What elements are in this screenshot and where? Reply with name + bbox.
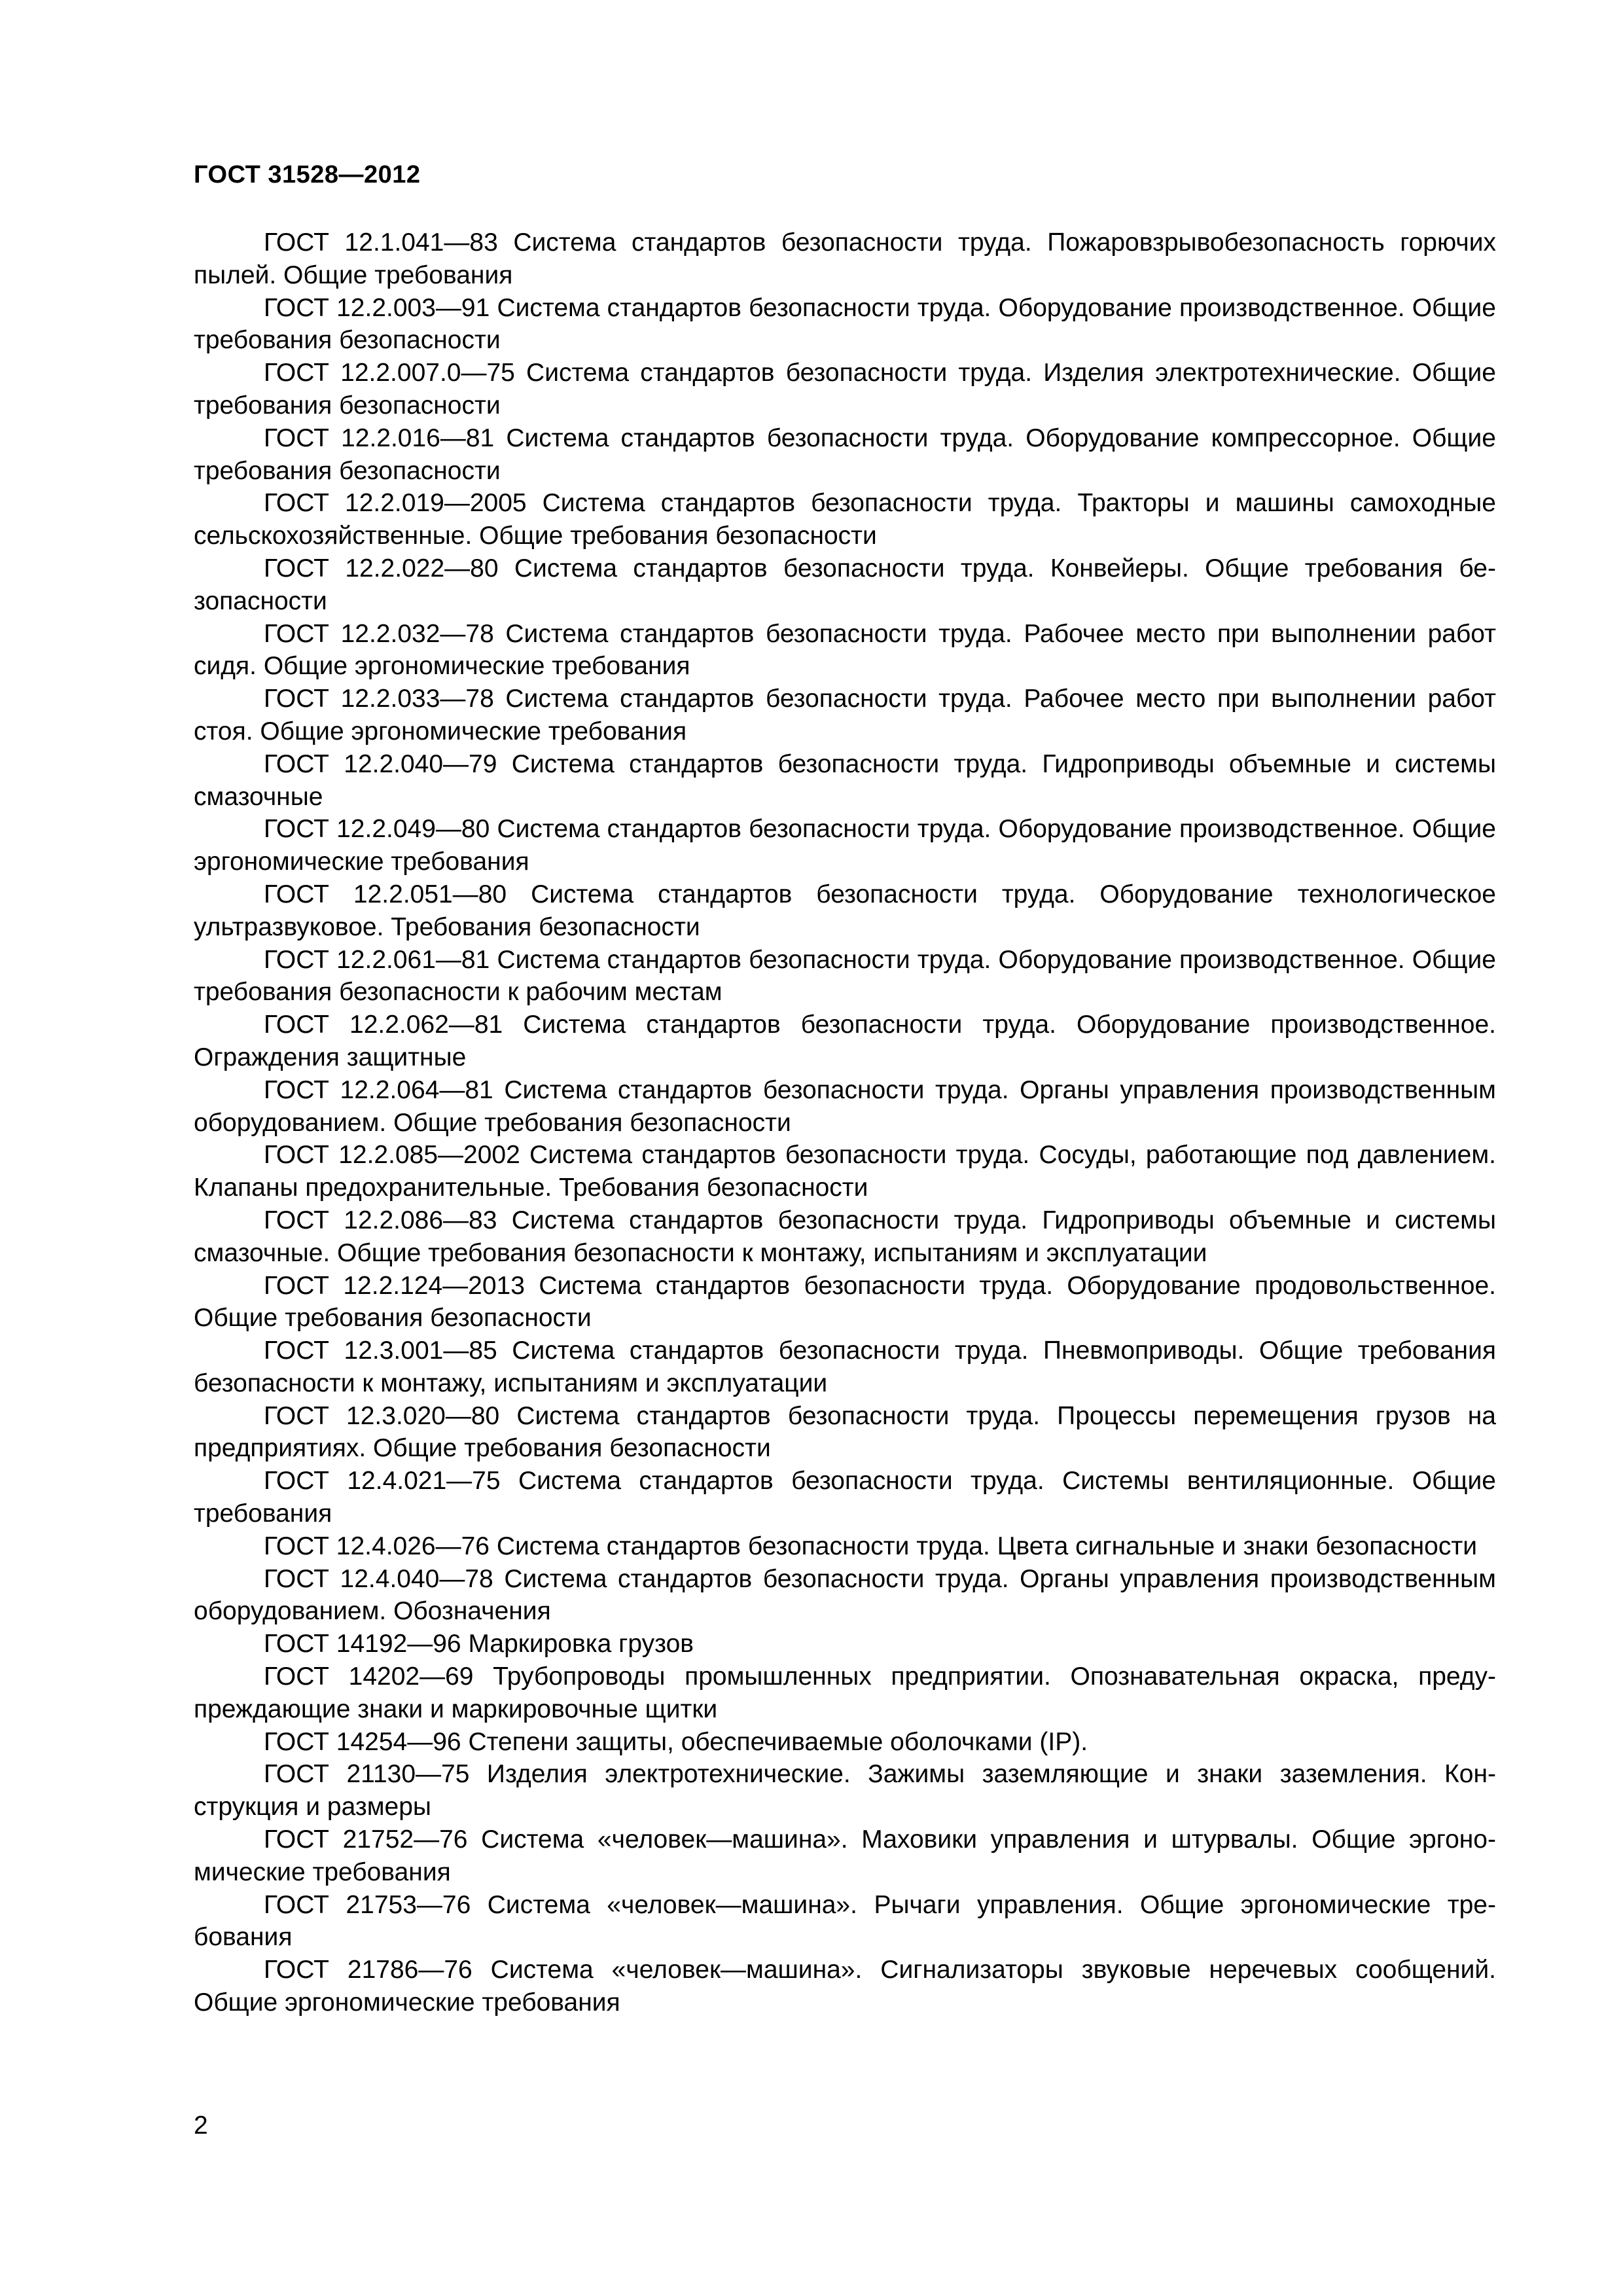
reference-item: ГОСТ 14192—96 Маркировка грузов: [264, 1630, 694, 1659]
reference-item: ГОСТ 12.4.026—76 Система стандартов безопасности труда. Цвета сигнальные и знаки безопасности: [264, 1532, 1477, 1560]
reference-item: ГОСТ 12.2.040—79 Система стандартов безопасности труда. Гидроприводы объемные и системы смазочные: [194, 749, 1496, 811]
reference-item: ГОСТ 12.2.061—81 Система стандартов безопасности труда. Оборудование производственное. Общие требования безопасности к рабочим местам: [194, 945, 1496, 1007]
page-number: 2: [194, 2111, 208, 2140]
reference-item: ГОСТ 12.2.033—78 Система стандартов безопасности труда. Рабочее место при выполнении работ стоя. Общие эргономические требования: [194, 685, 1496, 745]
reference-item: ГОСТ 12.2.064—81 Система стандартов безопасности труда. Органы управления производственным оборудованием. Общие требования безопасности: [194, 1075, 1496, 1137]
reference-item: ГОСТ 21753—76 Система «человек—машина». Рычаги управления. Общие эргономические требования: [194, 1890, 1496, 1952]
reference-item: ГОСТ 12.4.021—75 Система стандартов безопасности труда. Системы вентиляционные. Общие требования: [194, 1467, 1496, 1528]
reference-item: ГОСТ 12.2.051—80 Система стандартов безопасности труда. Оборудование технологическое ультразвуковое. Требования безопасности: [194, 880, 1496, 941]
reference-item: ГОСТ 12.2.019—2005 Система стандартов безопасности труда. Тракторы и машины самоходные сельскохозяйственные. Общие требования безопасности: [194, 489, 1496, 550]
reference-item: ГОСТ 12.2.086—83 Система стандартов безопасности труда. Гидроприводы объемные и системы смазочные. Общие требования безопасности к монтажу, испытаниям и эксплуатации: [194, 1206, 1496, 1267]
reference-item: ГОСТ 12.3.001—85 Система стандартов безопасности труда. Пневмоприводы. Общие требования безопасности к монтажу, испытаниям и эксплуатации: [194, 1336, 1496, 1397]
reference-item: ГОСТ 12.1.041—83 Система стандартов безопасности труда. Пожаровзрывобезопасность горючих пылей. Общие требования: [194, 228, 1496, 289]
document-code-header: ГОСТ 31528—2012: [194, 161, 421, 188]
reference-item: ГОСТ 12.3.020—80 Система стандартов безопасности труда. Процессы перемещения грузов на предприятиях. Общие требования безопасности: [194, 1401, 1496, 1463]
reference-item: ГОСТ 21786—76 Система «человек—машина». Сигнализаторы звуковые неречевых сообщений. Общие эргономические требования: [194, 1956, 1496, 2017]
reference-item: ГОСТ 14254—96 Степени защиты, обеспечиваемые оболочками (IP).: [264, 1727, 1088, 1756]
reference-item: ГОСТ 12.2.003—91 Система стандартов безопасности труда. Оборудование производственное. Общие требования безопасности: [194, 293, 1496, 355]
reference-item: ГОСТ 12.2.016—81 Система стандартов безопасности труда. Оборудование компрессорное. Общие требования безопасности: [194, 423, 1496, 485]
reference-item: ГОСТ 12.2.007.0—75 Система стандартов безопасности труда. Изделия электротехнические. Общие требования безопасности: [194, 359, 1496, 420]
reference-item: ГОСТ 12.4.040—78 Система стандартов безопасности труда. Органы управления производственным оборудованием. Обозначения: [194, 1564, 1496, 1626]
reference-item: ГОСТ 12.2.049—80 Система стандартов безопасности труда. Оборудование производственное. Общие эргономические требования: [194, 815, 1496, 876]
reference-item: ГОСТ 14202—69 Трубопроводы промышленных предприятии. Опознавательная окраска, предупреждающие знаки и маркировочные щитки: [194, 1662, 1496, 1723]
normative-references-list: [194, 226, 1496, 2019]
reference-item: ГОСТ 12.2.124—2013 Система стандартов безопасности труда. Оборудование продовольственное. Общие требования безопасности: [194, 1271, 1496, 1333]
reference-item: ГОСТ 12.2.022—80 Система стандартов безопасности труда. Конвейеры. Общие требования безопасности: [194, 554, 1496, 615]
reference-item: ГОСТ 21130—75 Изделия электротехнические. Зажимы заземляющие и знаки заземления. Конструкция и размеры: [194, 1760, 1496, 1821]
reference-item: ГОСТ 12.2.062—81 Система стандартов безопасности труда. Оборудование производственное. Ограждения защитные: [194, 1011, 1496, 1071]
reference-item: ГОСТ 12.2.032—78 Система стандартов безопасности труда. Рабочее место при выполнении работ сидя. Общие эргономические требования: [194, 619, 1496, 681]
reference-item: ГОСТ 12.2.085—2002 Система стандартов безопасности труда. Сосуды, работающие под давлением. Клапаны предохранительные. Требования безопасности: [194, 1141, 1496, 1202]
reference-item: ГОСТ 21752—76 Система «человек—машина». Маховики управления и штурвалы. Общие эргономические требования: [194, 1825, 1496, 1886]
